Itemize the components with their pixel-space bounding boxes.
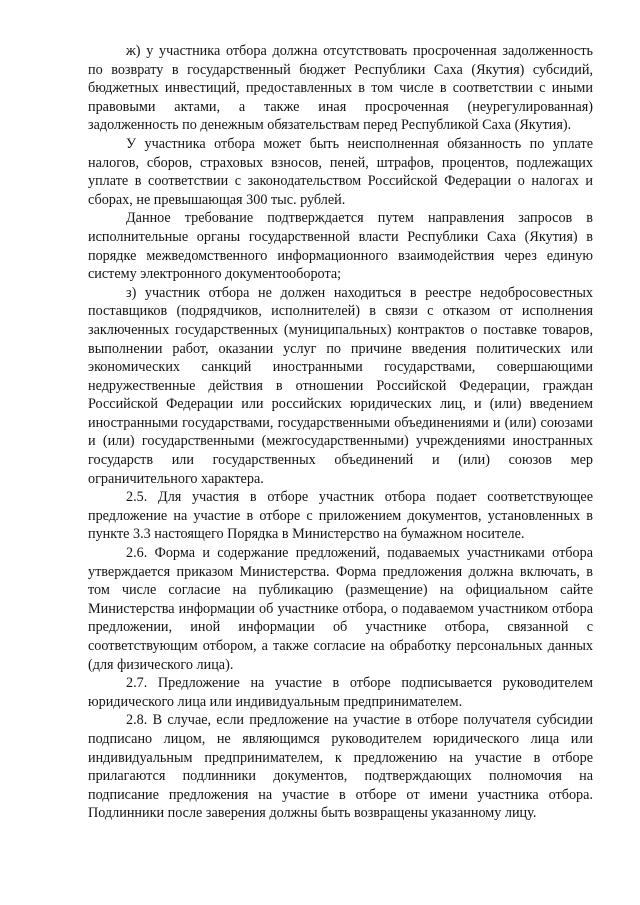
paragraph-zh-no-overdue-debt: ж) у участника отбора должна отсутствовать просроченная задолженность по возврату в государственный бюджет Республики Саха (Якутия) субсидий, бюджетных инвестиций, предоставленных в том числе в соответствии с иными правовыми актами, а также иная просроченная (неурегулированная) задолженность по денежным обязательствам перед Республикой Саха (Якутия). xyxy=(88,43,593,134)
paragraph-2-7-signature: 2.7. Предложение на участие в отборе подписывается руководителем юридического лица или индивидуальным предпринимателем. xyxy=(88,675,593,710)
paragraph-z-unfair-suppliers-registry: з) участник отбора не должен находиться в реестре недобросовестных поставщиков (подрядчиков, исполнителей) в связи с отказом от исполнения заключенных государственных (муниципальных) контрактов о поставке товаров, выполнении работ, оказании услуг по причине введения политических или экономических санкций иностранными государствами, совершающими недружественные действия в отношении Российской Федерации, граждан Российской Федерации или российских юридических лиц, и (или) введением иностранными государствами, государственными объединениями и (или) союзами и (или) государственными (межгосударственными) учреждениями иностранных государств или государственных объединений и (или) союзов мер ограничительного характера. xyxy=(88,284,593,487)
paragraph-unpaid-taxes-limit: У участника отбора может быть неисполненная обязанность по уплате налогов, сборов, страховых взносов, пеней, штрафов, процентов, подлежащих уплате в соответствии с законодательством Российской Федерации о налогах и сборах, не превышающая 300 тыс. рублей. xyxy=(88,135,593,208)
paragraph-2-5-submission: 2.5. Для участия в отборе участник отбора подает соответствующее предложение на участие в отборе с приложением документов, установленных в пункте 3.3 настоящего Порядка в Министерство на бумажном носителе. xyxy=(88,489,593,543)
paragraph-2-8-authority-documents: 2.8. В случае, если предложение на участие в отборе получателя субсидии подписано лицом, не являющимся руководителем юридического лица или индивидуальным предпринимателем, к предложению на участие в отборе прилагаются подлинники документов, подтверждающих полномочия на подписание предложения на участие в отборе от имени участника отбора. Подлинники после заверения должны быть возвращены указанному лицу. xyxy=(88,712,593,822)
paragraph-2-6-form-content: 2.6. Форма и содержание предложений, подаваемых участниками отбора утверждается приказом Министерства. Форма предложения должна включать, в том числе согласие на публикацию (размещение) на официальном сайте Министерства информации об участнике отбора, о подаваемом участником отбора предложении, иной информации об участнике отбора, связанной с соответствующим отбором, а также согласие на обработку персональных данных (для физического лица). xyxy=(88,545,593,673)
document-page xyxy=(88,42,593,823)
paragraph-requirement-confirmation: Данное требование подтверждается путем направления запросов в исполнительные органы государственной власти Республики Саха (Якутия) в порядке межведомственного информационного взаимодействия через единую систему электронного документооборота; xyxy=(88,210,593,283)
